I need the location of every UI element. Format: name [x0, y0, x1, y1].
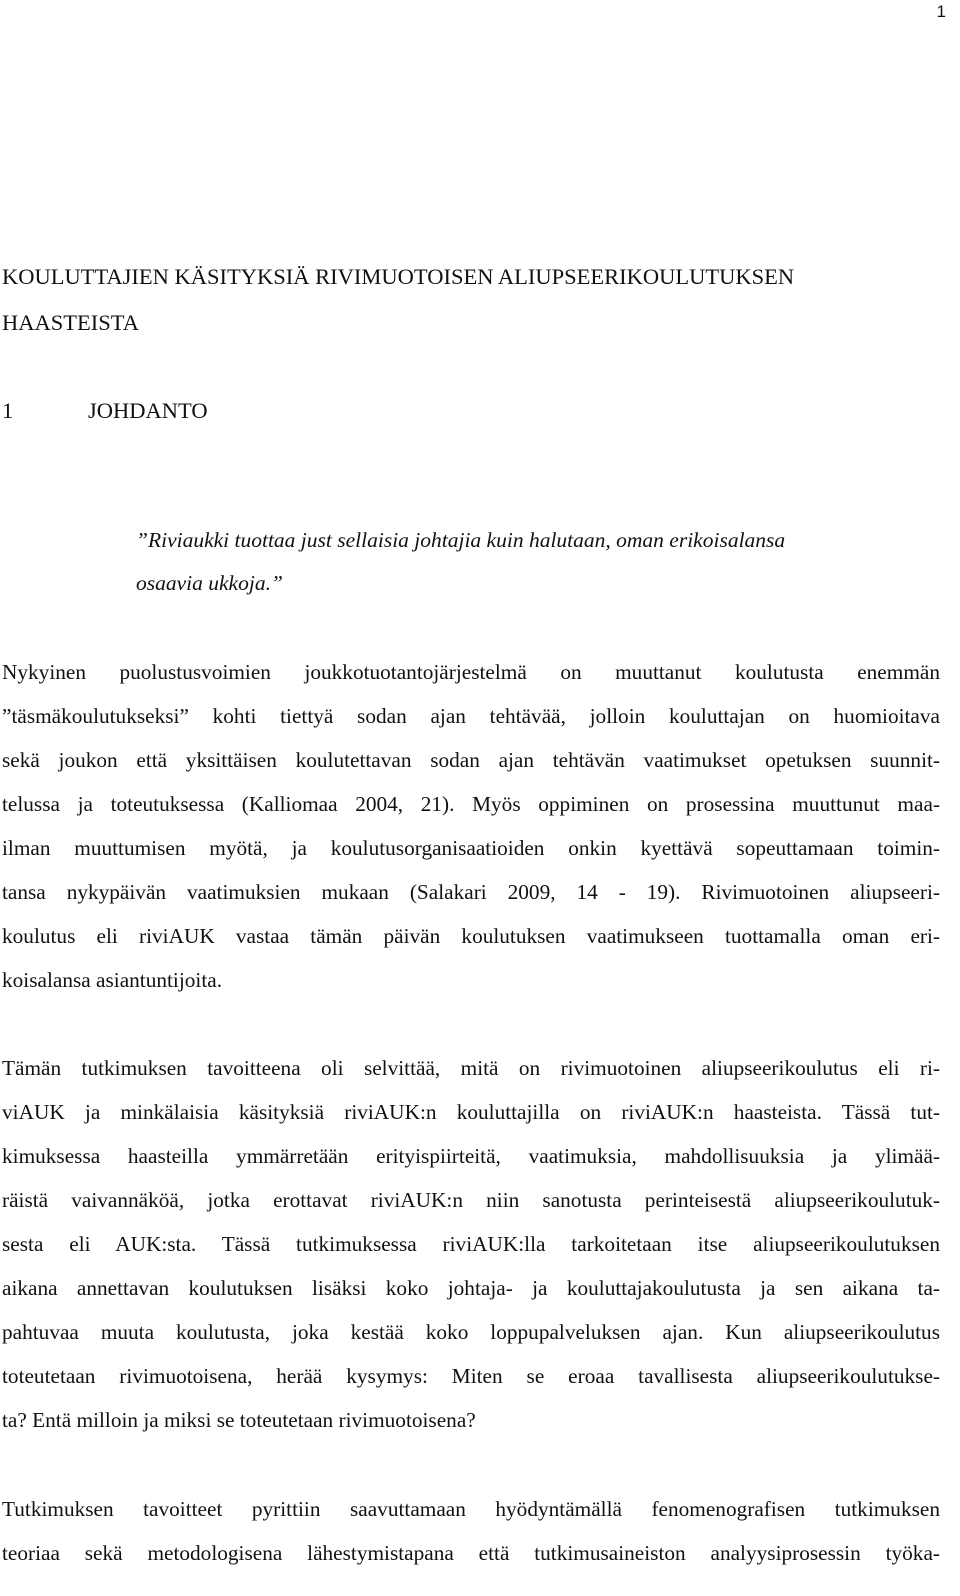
paragraph-line: viAUK ja minkälaisia käsityksiä riviAUK:n kouluttajilla on riviAUK:n haasteista. Tässä tut- — [2, 1100, 940, 1124]
epigraph-quote-line-1: ”Riviaukki tuottaa just sellaisia johtajia kuin halutaan, oman erikoisalansa — [136, 528, 786, 552]
paragraph-line: aikana annettavan koulutuksen lisäksi koko johtaja- ja kouluttajakoulutusta ja sen aikana ta- — [2, 1276, 940, 1300]
paragraph-line: ta? Entä milloin ja miksi se toteutetaan rivimuotoisena? — [2, 1408, 476, 1432]
paragraph-line: koisalansa asiantuntijoita. — [2, 968, 223, 992]
paragraph-line: räistä vaivannäköä, jotka erottavat riviAUK:n niin sanotusta perinteisestä aliupseerikoulutuk- — [2, 1188, 940, 1212]
paragraph-line: sekä joukon että yksittäisen koulutettavan sodan ajan tehtävän vaatimukset opetuksen suunnit- — [2, 748, 940, 772]
paragraph-line: Tutkimuksen tavoitteet pyrittiin saavuttamaan hyödyntämällä fenomenografisen tutkimuksen — [2, 1497, 940, 1521]
paragraph-line: toteutetaan rivimuotoisena, herää kysymys: Miten se eroaa tavallisesta aliupseerikoulutukse- — [2, 1364, 940, 1388]
section-heading — [2, 400, 208, 423]
section-number: 1 — [2, 398, 14, 423]
epigraph-quote-line-2: osaavia ukkoja.” — [136, 571, 283, 595]
section-title: JOHDANTO — [88, 398, 208, 423]
paragraph-line: teoriaa sekä metodologisena lähestymistapana että tutkimusaineiston analyysiprosessin työka- — [2, 1541, 940, 1565]
paragraph-line: koulutus eli riviAUK vastaa tämän päivän koulutuksen vaatimukseen tuottamalla oman eri- — [2, 924, 940, 948]
paragraph-line: ilman muuttumisen myötä, ja koulutusorganisaatioiden onkin kyettävä sopeuttamaan toimin- — [2, 836, 940, 860]
paragraph-line: telussa ja toteutuksessa (Kalliomaa 2004, 21). Myös oppiminen on prosessina muuttunut maa- — [2, 792, 940, 816]
paragraph-line: Nykyinen puolustusvoimien joukkotuotantojärjestelmä on muuttanut koulutusta enemmän — [2, 660, 940, 684]
paragraph-line: kimuksessa haasteilla ymmärretään erityispiirteitä, vaatimuksia, mahdollisuuksia ja ylimää- — [2, 1144, 940, 1168]
paragraph-line: tansa nykypäivän vaatimuksien mukaan (Salakari 2009, 14 - 19). Rivimuotoinen aliupseeri- — [2, 880, 940, 904]
paragraph-line: Tämän tutkimuksen tavoitteena oli selvittää, mitä on rivimuotoinen aliupseerikoulutus eli ri- — [2, 1056, 940, 1080]
paragraph-line: ”täsmäkoulutukseksi” kohti tiettyä sodan ajan tehtävää, jolloin kouluttajan on huomioitava — [2, 704, 940, 728]
paragraph-line: pahtuvaa muuta koulutusta, joka kestää koko loppupalveluksen ajan. Kun aliupseerikoulutus — [2, 1320, 940, 1344]
page-number: 1 — [936, 2, 946, 21]
paragraph-line: sesta eli AUK:sta. Tässä tutkimuksessa riviAUK:lla tarkoitetaan itse aliupseerikoulutuksen — [2, 1232, 940, 1256]
document-title-line-1: KOULUTTAJIEN KÄSITYKSIÄ RIVIMUOTOISEN ALIUPSEERIKOULUTUKSEN — [2, 264, 795, 289]
document-title-line-2: HAASTEISTA — [2, 310, 139, 335]
